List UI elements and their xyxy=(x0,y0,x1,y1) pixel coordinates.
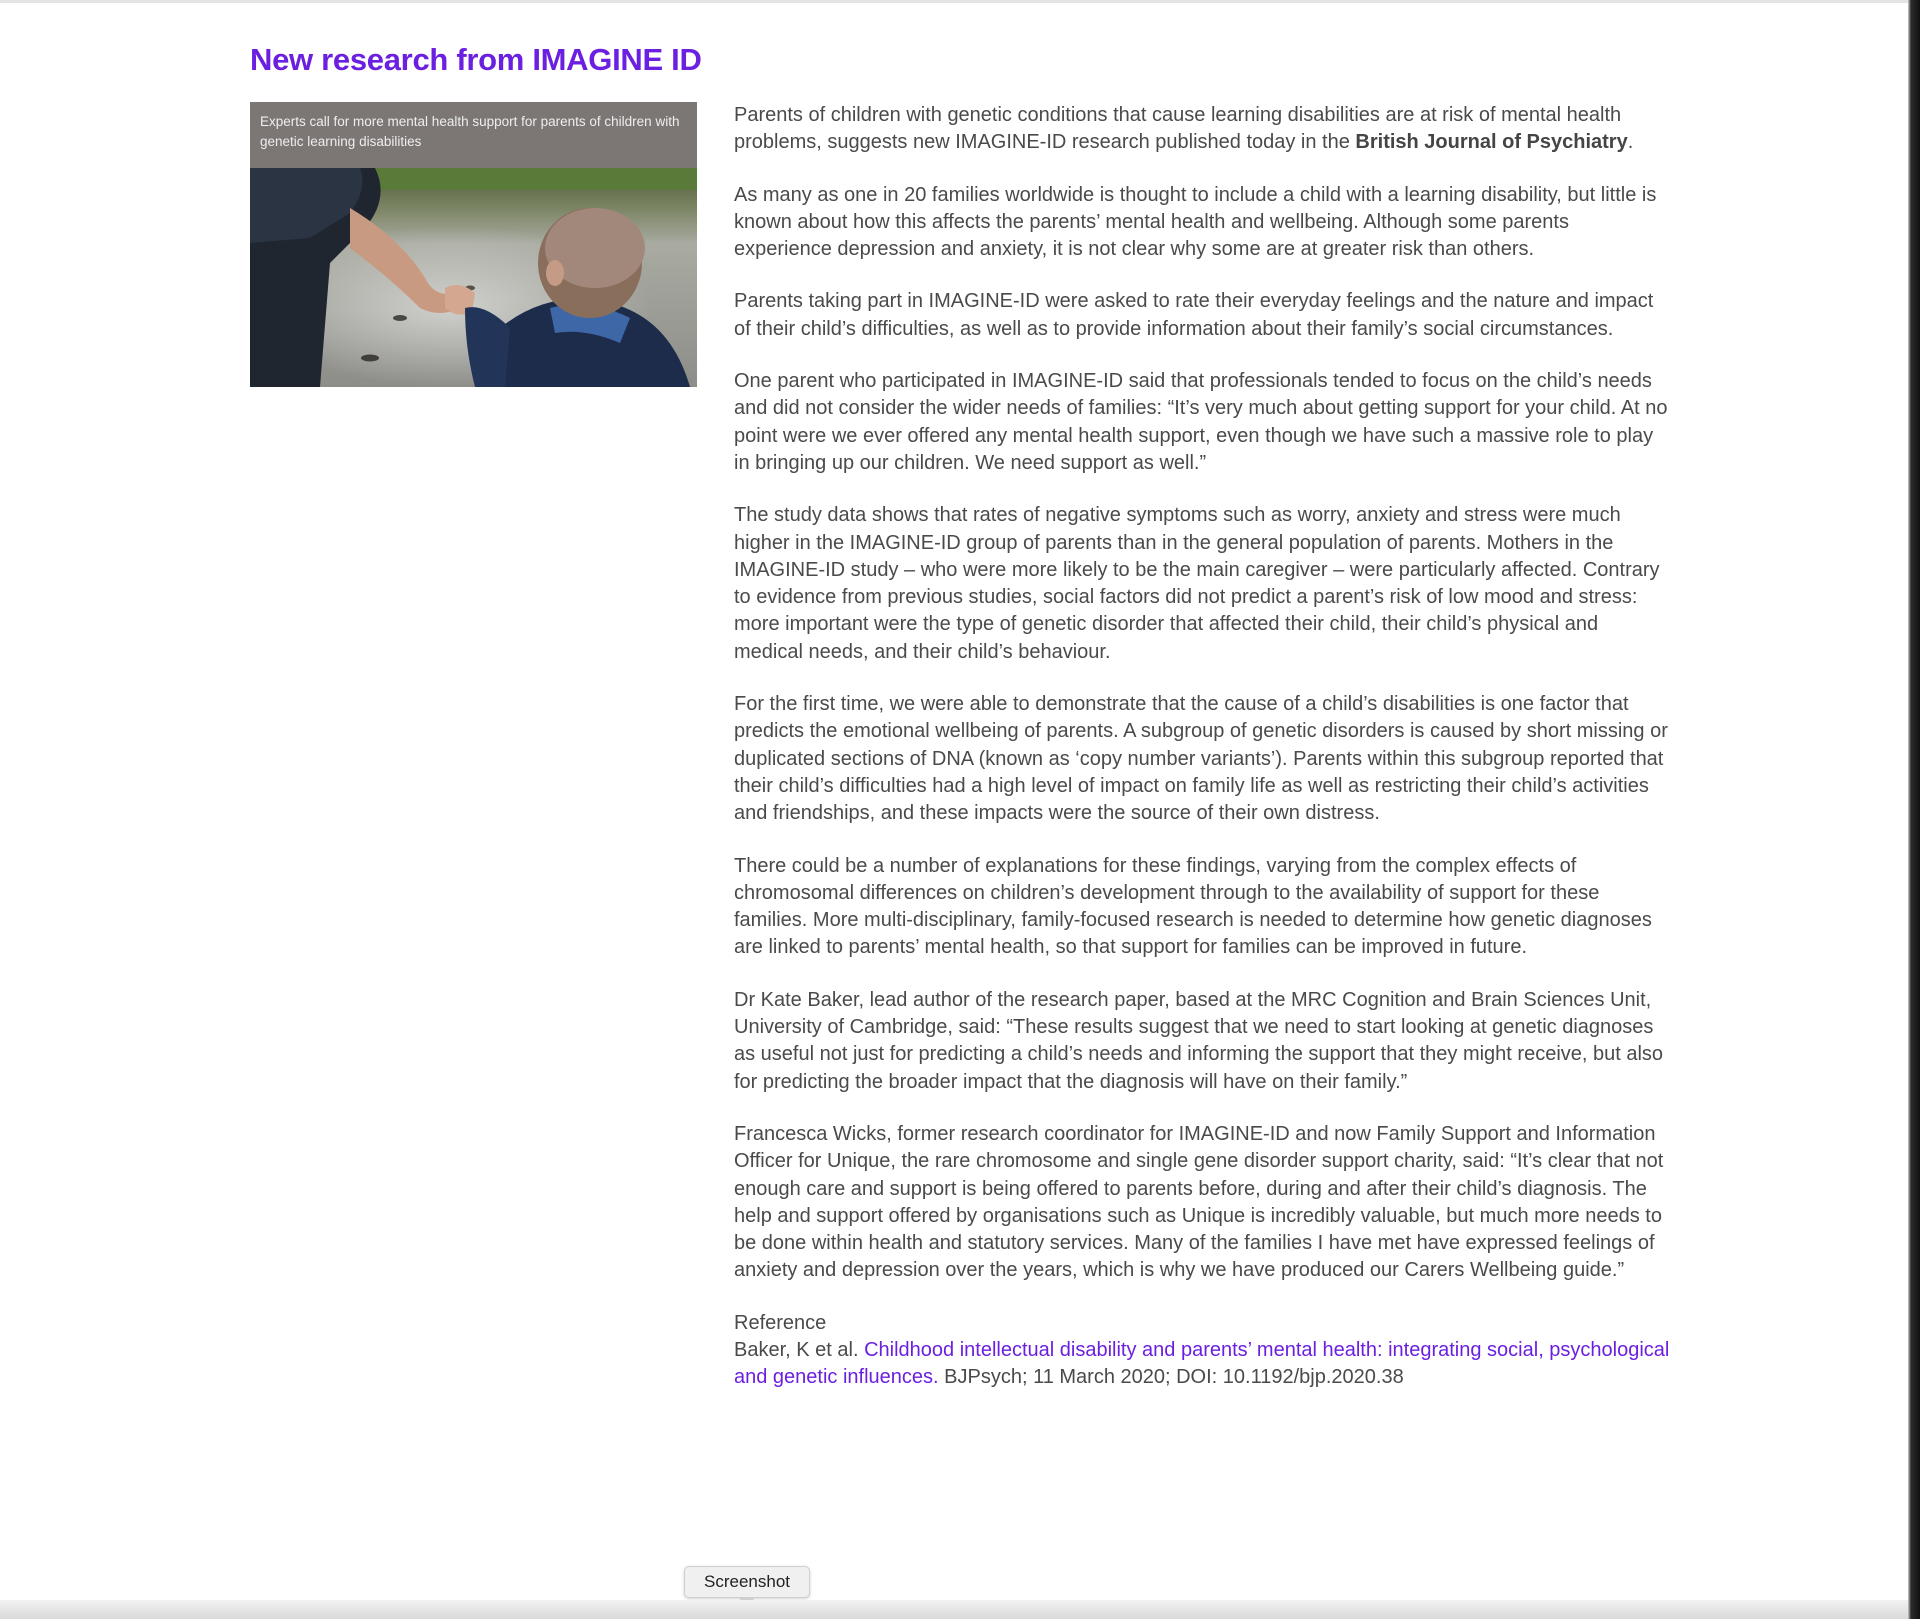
top-divider xyxy=(0,0,1920,3)
reference-citation: BJPsych; 11 March 2020; DOI: 10.1192/bjp.2020.38 xyxy=(938,1366,1404,1389)
paragraph: The study data shows that rates of negative symptoms such as worry, anxiety and stress were much higher in the IMAGINE-ID group of parents than in the general population of parents. Mothers in the IMAGINE-ID study – who were more likely to be the main caregiver – were particularly affected. Contrary to evidence from previous studies, social factors did not predict a parent’s risk of low mood and stress: more important were the type of genetic disorder that affected their child, their child’s physical and medical needs, and their child’s behaviour. xyxy=(734,504,1660,663)
bottom-toolbar-strip xyxy=(0,1600,1908,1619)
window-edge xyxy=(1908,0,1920,1619)
feature-image xyxy=(250,102,697,387)
journal-name: British Journal of Psychiatry xyxy=(1355,131,1628,154)
reference xyxy=(734,1310,1670,1392)
article-body xyxy=(734,102,1670,1392)
paragraph-text: . xyxy=(1627,131,1634,154)
paragraph: As many as one in 20 families worldwide is thought to include a child with a learning disability, but little is known about how this affects the parents’ mental health and wellbeing. Although some parents experience depression and anxiety, it is not clear why some are at greater risk than others. xyxy=(734,183,1657,261)
reference-authors: Baker, K et al. xyxy=(734,1338,865,1361)
adult-holding-child-hand-photo xyxy=(250,168,697,387)
reference-link[interactable]: Childhood intellectual disability and parents’ mental health: integrating social, psychological and genetic influences. xyxy=(734,1338,1670,1389)
article xyxy=(250,38,1670,1389)
paragraph: Dr Kate Baker, lead author of the research paper, based at the MRC Cognition and Brain Sciences Unit, University of Cambridge, said: “These results suggest that we need to start looking at genetic diagnoses as useful not just for predicting a child’s needs and informing the support that they might receive, but also for predicting the broader impact that the diagnosis will have on their family.” xyxy=(734,988,1664,1093)
paragraph-text: Parents of children with genetic conditions that cause learning disabilities are at risk of mental health problems, suggests new IMAGINE-ID research published today in the xyxy=(734,104,1622,154)
paragraph: For the first time, we were able to demonstrate that the cause of a child’s disabilities is one factor that predicts the emotional wellbeing of parents. A subgroup of genetic disorders is caused by short missing or duplicated sections of DNA (known as ‘copy number variants’). Parents within this subgroup reported that their child’s difficulties had a high level of impact on family life as well as restricting their child’s activities and friendships, and these impacts were the source of their own distress. xyxy=(734,693,1668,825)
paragraph: Francesca Wicks, former research coordinator for IMAGINE-ID and now Family Support and Information Officer for Unique, the rare chromosome and single gene disorder support charity, said: “It’s clear that not enough care and support is being offered to parents before, during and after their child’s diagnosis. The help and support offered by organisations such as Unique is incredibly valuable, but much more needs to be done within health and statutory services. Many of the families I have met have expressed feelings of anxiety and depression over the years, which is why we have produced our Carers Wellbeing guide.” xyxy=(734,1122,1664,1282)
paragraph xyxy=(734,102,1670,157)
image-caption: Experts call for more mental health support for parents of children with genetic learning disabilities xyxy=(260,114,680,149)
reference-heading: Reference xyxy=(734,1311,827,1334)
screenshot-tooltip: Screenshot xyxy=(684,1566,810,1598)
page-title: New research from IMAGINE ID xyxy=(250,42,702,77)
paragraph: One parent who participated in IMAGINE-ID said that professionals tended to focus on the child’s needs and did not consider the wider needs of families: “It’s very much about getting support for your child. At no point were we ever offered any mental health support, even though we have such a massive role to play in bringing up our children. We need support as well.” xyxy=(734,370,1668,474)
paragraph: There could be a number of explanations for these findings, varying from the complex effects of chromosomal differences on children’s development through to the availability of support for these families. More multi-disciplinary, family-focused research is needed to determine how genetic diagnoses are linked to parents’ mental health, so that support for families can be improved in future. xyxy=(734,854,1652,959)
paragraph: Parents taking part in IMAGINE-ID were asked to rate their everyday feelings and the nature and impact of their child’s difficulties, as well as to provide information about their family’s social circumstances. xyxy=(734,290,1654,340)
